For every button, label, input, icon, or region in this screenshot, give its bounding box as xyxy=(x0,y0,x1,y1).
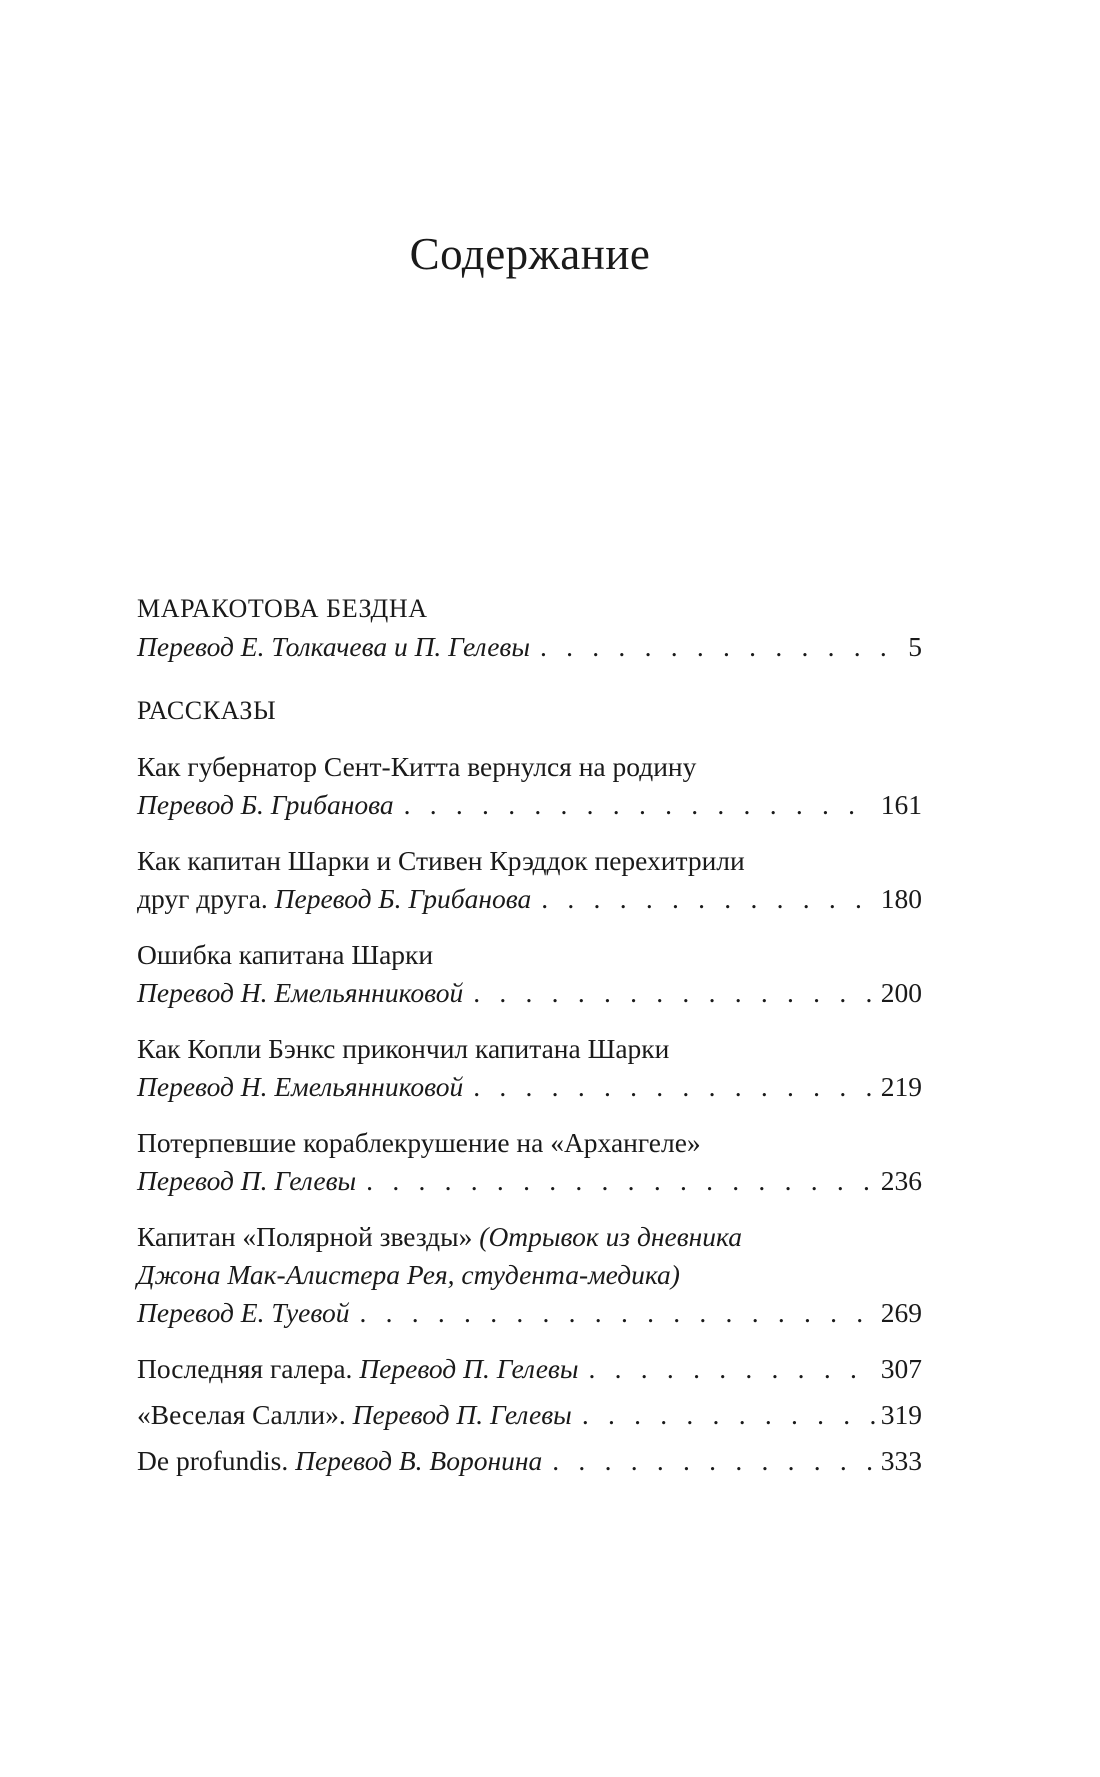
toc-entry-title: Как губернатор Сент-Китта вернулся на родину xyxy=(137,751,697,782)
toc-entry-title: Как Копли Бэнкс прикончил капитана Шарки xyxy=(137,1033,670,1064)
toc-entry-subtitle-continued: Джона Мак-Алистера Рея, студента-медика) xyxy=(137,1259,680,1290)
toc-entry-translator: Перевод П. Гелевы xyxy=(352,1399,572,1430)
toc-entry-page: 269 xyxy=(880,1297,922,1328)
section-heading-stories: РАССКАЗЫ xyxy=(137,696,277,725)
toc-entry-translator: Перевод Е. Толкачева и П. Гелевы xyxy=(137,631,530,662)
toc-entry-page: 5 xyxy=(908,631,922,662)
toc-entry[interactable] xyxy=(137,1350,922,1388)
toc-entry-title-continued: друг друга. xyxy=(137,883,268,914)
toc-entry[interactable] xyxy=(137,1442,922,1480)
toc-entry-page: 319 xyxy=(880,1399,922,1430)
toc-entry[interactable] xyxy=(137,842,922,918)
toc-entry-translator: Перевод П. Гелевы xyxy=(137,1165,357,1196)
toc-entry-title: Последняя галера. xyxy=(137,1353,353,1384)
toc-entry-title: Ошибка капитана Шарки xyxy=(137,939,434,970)
page-title: Содержание xyxy=(409,229,651,279)
toc-entry-page: 200 xyxy=(880,977,922,1008)
dot-leader xyxy=(552,1442,874,1480)
toc-entry-marakot-abyss[interactable] xyxy=(137,628,922,666)
toc-entry-translator: Перевод Е. Туевой xyxy=(137,1297,350,1328)
toc-entry[interactable] xyxy=(137,1124,922,1200)
toc-entry-title: Потерпевшие кораблекрушение на «Архангеле» xyxy=(137,1127,701,1158)
section-heading-marakot-abyss: МАРАКОТОВА БЕЗДНА xyxy=(137,594,428,623)
dot-leader xyxy=(588,1350,874,1388)
toc-entry[interactable] xyxy=(137,1030,922,1106)
toc-entry-translator: Перевод П. Гелевы xyxy=(359,1353,579,1384)
toc-entry-translator: Перевод Н. Емельянниковой xyxy=(137,977,464,1008)
dot-leader xyxy=(541,880,875,918)
toc-entry-page: 236 xyxy=(880,1165,922,1196)
toc-entry[interactable] xyxy=(137,936,922,1012)
dot-leader xyxy=(473,974,875,1012)
toc-entry-translator: Перевод Б. Грибанова xyxy=(137,789,394,820)
toc-entry-page: 219 xyxy=(880,1071,922,1102)
toc-entry-page: 180 xyxy=(880,883,922,914)
toc-entry-title: «Веселая Салли». xyxy=(137,1399,346,1430)
toc-entry-translator: Перевод В. Воронина xyxy=(295,1445,543,1476)
dot-leader xyxy=(473,1068,875,1106)
dot-leader xyxy=(359,1294,874,1332)
dot-leader xyxy=(540,628,896,666)
toc-entry-translator: Перевод Н. Емельянниковой xyxy=(137,1071,464,1102)
toc-entry-title: Как капитан Шарки и Стивен Крэддок перехитрили xyxy=(137,845,745,876)
toc-entry[interactable] xyxy=(137,1218,922,1332)
toc-entry-title: De profundis. xyxy=(137,1445,289,1476)
toc-entry-page: 307 xyxy=(880,1353,922,1384)
toc-entry[interactable] xyxy=(137,748,922,824)
dot-leader xyxy=(366,1162,875,1200)
toc-entry-translator: Перевод Б. Грибанова xyxy=(274,883,532,914)
toc-entry-title: Капитан «Полярной звезды» xyxy=(137,1221,473,1252)
dot-leader xyxy=(582,1396,875,1434)
dot-leader xyxy=(404,786,875,824)
toc-entry[interactable] xyxy=(137,1396,922,1434)
table-of-contents xyxy=(137,590,922,1480)
toc-entry-page: 333 xyxy=(880,1445,922,1476)
toc-entry-subtitle: (Отрывок из дневника xyxy=(479,1221,742,1252)
toc-entry-page: 161 xyxy=(880,789,922,820)
